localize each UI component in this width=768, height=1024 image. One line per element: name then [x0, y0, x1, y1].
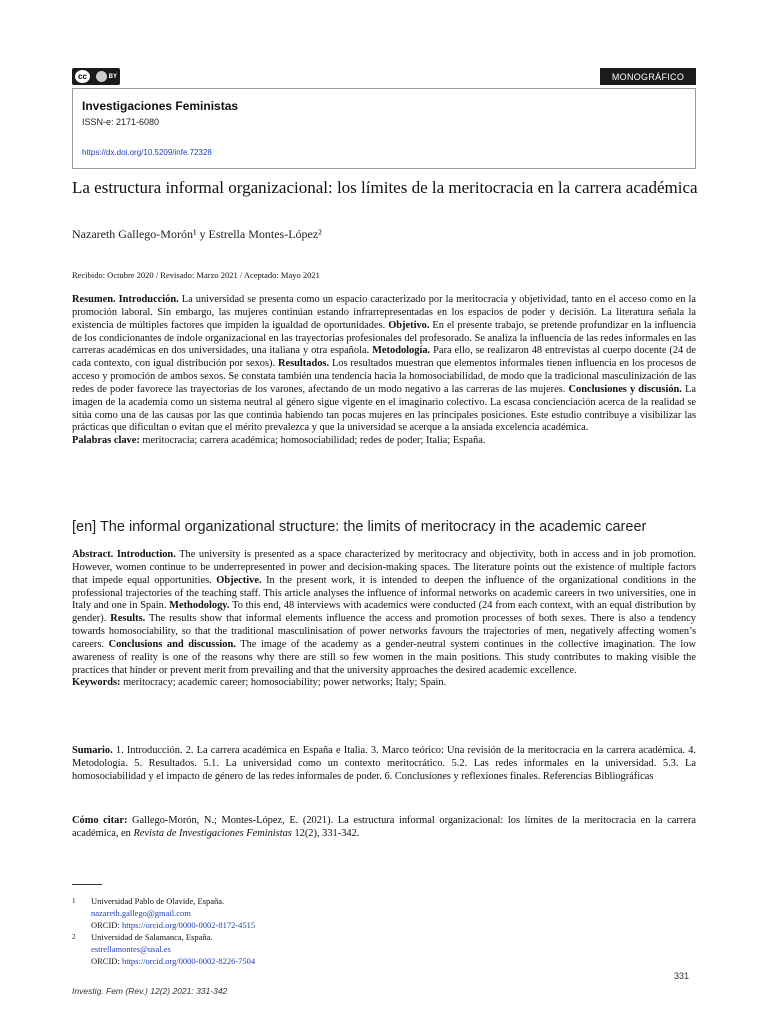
footnote-2-number: 2	[72, 933, 76, 941]
footnote-2-email[interactable]: estrellamontes@usal.es	[91, 944, 171, 954]
sumario-label: Sumario.	[72, 745, 113, 756]
section-badge: MONOGRÁFICO	[600, 68, 696, 85]
cc-license-logo	[72, 68, 120, 85]
resumen-objetivo: En el presente trabajo, se pretende profundizar en la influencia de los condicionantes de índole organizacional en las trayectorias profesionales del profesorado. Se analiza la influencia de las redes informales en las carreras académicas en dos universidades, una italiana y otra española.	[72, 319, 696, 357]
sumario-text: 1. Introducción. 2. La carrera académica en España e Italia. 3. Marco teórico: Una revisión de la meritocracia en la carrera académica. 4. Metodología. 5. Resultados. 5.1. La universidad como un contexto meritocrático. 5.2. Las redes informales en la universidad. 5.3. La homosociabilidad y el impacto de género de las redes informales de poder. 6. Conclusiones y reflexiones finales. Referencias Bibliográficas	[72, 745, 696, 782]
citation	[72, 815, 696, 841]
resumen-label: Resumen. Introducción.	[72, 294, 179, 305]
abstract-methodology: To this end, 48 interviews with academics were conducted (24 from each context, with an equal distribution by gender).	[72, 600, 696, 625]
footnote-1-affiliation: Universidad Pablo de Olavide, España.	[91, 896, 225, 906]
resultados-label: Resultados.	[277, 358, 330, 370]
by-person-icon	[96, 71, 107, 82]
resumen	[72, 294, 696, 448]
resumen-conclusiones: La imagen de la academia como un sistema neutral al género sigue vigente en el imaginario colectivo. La escasa concienciación acerca de la realidad se sitúa como una de las causas por las que continúa habiendo tan pocas mujeres en las principales posiciones. Este estudio contribuye a visibilizar las prácticas que dificultan o evitan que el mérito prevalezca y que la universidad se acerque a la ansiada excelencia académica.	[72, 383, 697, 434]
doi-link[interactable]: https://dx.doi.org/10.5209/infe.72328	[82, 148, 212, 157]
abstract-results: The results show that informal elements influence the access and promotion processes of both sexes. There is also a tendency towards homosociability, so that the traditional masculinisation of power networks favours the trajectories of men, negatively affecting women’s careers.	[72, 613, 696, 650]
abstract-conclusions: The image of the academy as a gender-neutral system continues in the collective imagination. The low awareness of reality is one of the reasons why there are still so few women in the main positions. This study contributes to making visible the practices that hinder or prevent merit from prevailing and that the university approaches the desired academic excellence.	[72, 638, 696, 676]
results-label: Results.	[110, 613, 146, 625]
palabras-clave: meritocracia; carrera académica; homosociabilidad; redes de poder; Italia; España.	[139, 435, 486, 447]
objective-label: Objective.	[216, 574, 262, 586]
methodology-label: Methodology.	[169, 600, 230, 612]
by-label: BY	[108, 73, 117, 80]
sumario	[72, 745, 696, 784]
conclusions-label: Conclusions and discussion.	[108, 638, 236, 650]
citation-label: Cómo citar:	[72, 815, 128, 826]
footnote-1-email[interactable]: nazareth.gallego@gmail.com	[91, 908, 191, 918]
running-footer: Investig. Fem (Rev.) 12(2) 2021: 331-342	[72, 986, 228, 996]
abstract-label: Abstract. Introduction.	[72, 549, 176, 560]
footnote-2-orcid-label: ORCID:	[91, 956, 122, 966]
footnote-rule	[72, 884, 102, 885]
footnote-2-affiliation: Universidad de Salamanca, España.	[91, 932, 213, 942]
conclusiones-label: Conclusiones y discusión.	[568, 383, 682, 395]
abstract	[72, 549, 696, 690]
palabras-clave-label: Palabras clave:	[72, 435, 140, 447]
english-title: [en] The informal organizational structure: the limits of meritocracy in the academic career	[72, 519, 647, 535]
footnote-2-orcid-link[interactable]: https://orcid.org/0000-0002-8226-7504	[121, 956, 256, 966]
page-number: 331	[674, 971, 690, 981]
abstract-objective: In the present work, it is intended to deepen the influence of the organizational conditions in the professional trajectories of the teaching staff. This article analyses the influence of informal networks on academic careers in two universities, one in Italy and one in Spain.	[72, 574, 696, 612]
resumen-intro: La universidad se presenta como un espacio caracterizado por la meritocracia y objetividad, tanto en el acceso como en la promoción laboral. Sin embargo, las mujeres continúan estando infrarrepresentadas en los espacios de poder y decisión. La literatura señala la existencia de múltiples factores que impiden la igualdad de oportunidades.	[72, 294, 696, 331]
keywords: meritocracy; academic career; homosociability; power networks; Italy; Spain.	[120, 677, 447, 689]
cc-icon: cc	[75, 70, 90, 83]
article-title: La estructura informal organizacional: los límites de la meritocracia en la carrera académica	[72, 178, 698, 197]
citation-text: Gallego-Morón, N.; Montes-López, E. (2021). La estructura informal organizacional: los límites de la meritocracia en la carrera académica, en	[72, 815, 696, 839]
citation-journal: Revista de Investigaciones Feministas	[133, 827, 292, 839]
footnote-2	[91, 931, 255, 967]
journal-name: Investigaciones Feministas	[82, 99, 239, 113]
abstract-intro: The university is presented as a space characterized by meritocracy and objectivity, both in access and in job promotion. However, women continue to be underrepresented in power and decision-making spaces. The literature points out the existence of multiple factors that impede equal opportunities.	[72, 549, 696, 586]
keywords-label: Keywords:	[72, 677, 121, 689]
issn: ISSN-e: 2171-6080	[82, 117, 160, 127]
citation-volume: 12(2), 331-342.	[291, 827, 360, 839]
article-authors: Nazareth Gallego-Morón¹ y Estrella Montes-López²	[72, 227, 322, 241]
resumen-resultados: Los resultados muestran que elementos informales tienen influencia en los procesos de acceso y promoción de ambos sexos. Se constata también una tendencia hacia la homosociabilidad, de modo que la tradicional masculinización de las redes de poder favorece las trayectorias de los varones, afectando de un modo negativo a las carreras de las mujeres.	[72, 358, 696, 395]
metodologia-label: Metodología.	[372, 345, 431, 357]
footnote-1-orcid-link[interactable]: https://orcid.org/0000-0002-8172-4515	[121, 920, 256, 930]
objetivo-label: Objetivo.	[388, 319, 430, 331]
footnote-1	[91, 895, 255, 931]
article-dates: Recibido: Octubre 2020 / Revisado: Marzo 2021 / Aceptado: Mayo 2021	[72, 270, 320, 280]
footnote-1-orcid-label: ORCID:	[91, 920, 122, 930]
resumen-metodologia: Para ello, se realizaron 48 entrevistas al cuerpo docente (24 de cada contexto, con igual distribución por sexos).	[72, 345, 696, 370]
footnote-1-number: 1	[72, 897, 76, 905]
